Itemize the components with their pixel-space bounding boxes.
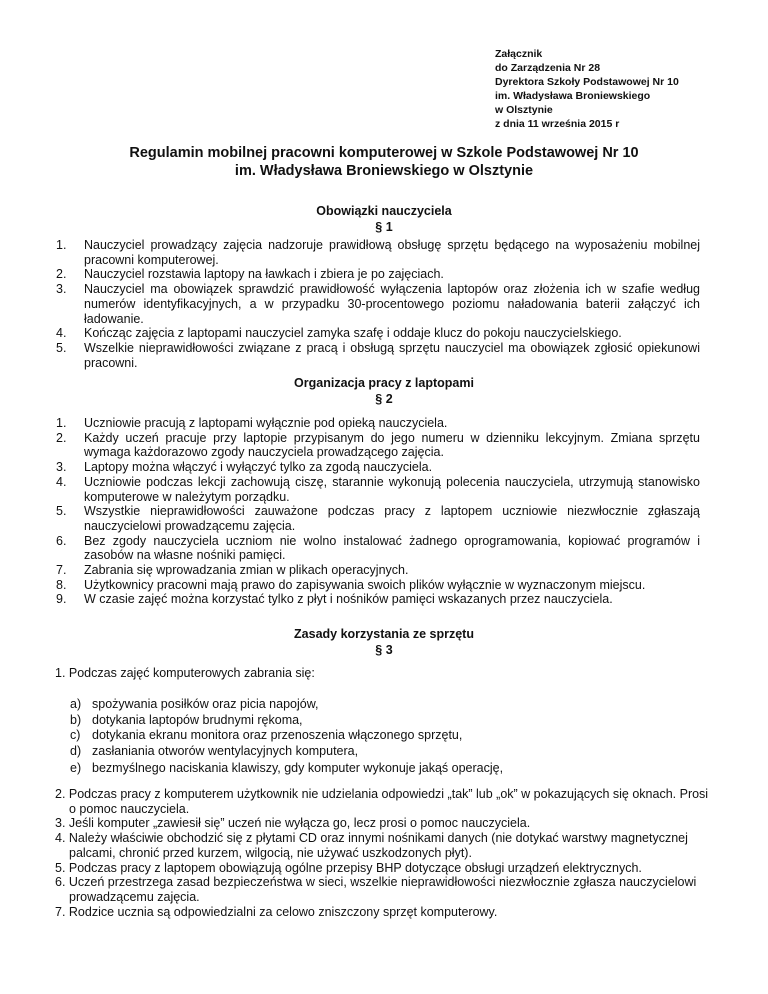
list-item — [70, 697, 690, 713]
item-number: 5. — [56, 504, 67, 519]
item-number: 4. — [56, 474, 67, 489]
section-2-title: Organizacja pracy z laptopami — [294, 376, 474, 390]
section-3-sublist — [70, 697, 690, 777]
list-item: 4. Należy właściwie obchodzić się z płytami CD oraz innymi nośnikami danych (nie dotykać warstwy magnetycznej palcami, chronić przed kurzem, wilgocią, nie używać uszkodzonych płyt). — [55, 831, 688, 860]
list-item — [56, 475, 700, 504]
list-item — [56, 267, 700, 282]
list-item — [56, 431, 700, 460]
item-text: Laptopy można włączyć i wyłączyć tylko za zgodą nauczyciela. — [84, 460, 433, 475]
list-item — [56, 282, 700, 326]
item-text: Użytkownicy pracowni mają prawo do zapisywania swoich plików wyłącznie w wyznaczonym miejscu. — [84, 577, 646, 592]
annex-line: Załącznik — [495, 48, 543, 60]
item-text: Uczniowie pracują z laptopami wyłącznie pod opieką nauczyciela. — [84, 416, 448, 430]
annex-line: do Zarządzenia Nr 28 — [495, 62, 601, 74]
item-text: bezmyślnego naciskania klawiszy, gdy komputer wykonuje jakąś operację, — [92, 761, 504, 775]
item-letter: a) — [70, 697, 82, 711]
section-2-heading — [60, 376, 708, 407]
list-item — [70, 713, 690, 729]
list-item: 3. Jeśli komputer „zawiesił się” uczeń nie wyłącza go, lecz prosi o pomoc nauczyciela. — [55, 816, 531, 831]
item-number: 2. — [56, 430, 67, 445]
item-text: Kończąc zajęcia z laptopami nauczyciel zamyka szafę i oddaje klucz do pokoju nauczycielskiego. — [84, 326, 622, 341]
list-item: 5. Podczas pracy z laptopem obowiązują ogólne przepisy BHP dotyczące obsługi urządzeń elektrycznych. — [55, 860, 642, 875]
item-text: Wszystkie nieprawidłowości zauważone podczas pracy z laptopem uczniowie niezwłocznie zgłaszają nauczycielowi prowadzącemu zajęcia. — [84, 504, 700, 533]
list-item — [56, 578, 700, 593]
section-3-paragraph-mark: § 3 — [375, 642, 393, 657]
item-letter: b) — [70, 712, 82, 727]
item-letter: e) — [70, 761, 82, 775]
item-text: zasłaniania otworów wentylacyjnych komputera, — [92, 743, 359, 758]
item-letter: c) — [70, 728, 81, 742]
item-number: 9. — [56, 592, 67, 607]
item-text: Nauczyciel prowadzący zajęcia nadzoruje prawidłową obsługę sprzętu będącego na wyposażeniu mobilnej pracowni komputerowej. — [84, 238, 700, 267]
section-1-heading — [60, 204, 708, 235]
section-3-intro: 1. Podczas zajęć komputerowych zabrania się: — [55, 666, 315, 680]
annex-line: w Olsztynie — [495, 104, 553, 116]
list-item: 2. Podczas pracy z komputerem użytkownik nie udzielania odpowiedzi „tak” lub „ok” w pokazujących się oknach. Prosi o pomoc nauczyciela. — [55, 787, 709, 816]
item-text: Nauczyciel ma obowiązek sprawdzić prawidłowość wyłączenia laptopów oraz złożenia ich w szafie według numerów identyfikacyjnych, a w przypadku 30-procentowego poziomu naładowania baterii załączyć ich ładowanie. — [84, 282, 700, 326]
section-2-paragraph-mark: § 2 — [375, 391, 393, 406]
item-number: 5. — [56, 340, 67, 355]
item-number: 4. — [56, 326, 67, 341]
section-1-list — [56, 238, 700, 370]
list-item — [70, 744, 690, 760]
section-2-list — [56, 416, 700, 607]
title-line-2: im. Władysława Broniewskiego w Olsztynie — [234, 163, 534, 179]
item-number: 8. — [56, 577, 67, 592]
title-line-1: Regulamin mobilnej pracowni komputerowej w Szkole Podstawowej Nr 10 — [129, 145, 639, 161]
section-1-title: Obowiązki nauczyciela — [316, 204, 452, 218]
list-item — [70, 761, 690, 777]
list-item — [56, 238, 700, 267]
section-3-heading — [60, 627, 708, 658]
item-text: Bez zgody nauczyciela uczniom nie wolno instalować żadnego oprogramowania, kopiować programów i zasobów na własne nośniki pamięci. — [84, 533, 700, 563]
item-number: 7. — [56, 563, 67, 578]
item-text: Nauczyciel rozstawia laptopy na ławkach i zbiera je po zajęciach. — [84, 267, 444, 282]
list-item — [56, 563, 700, 578]
annex-line: im. Władysława Broniewskiego — [495, 90, 651, 102]
item-number: 2. — [56, 267, 67, 282]
list-item — [56, 341, 700, 370]
item-text: dotykania ekranu monitora oraz przenoszenia włączonego sprzętu, — [92, 728, 463, 742]
item-number: 1. — [56, 238, 67, 252]
item-text: Wszelkie nieprawidłowości związane z pracą i obsługą sprzętu nauczyciel ma obowiązek zgłosić opiekunowi pracowni. — [84, 340, 700, 370]
list-item: 6. Uczeń przestrzega zasad bezpieczeństwa w sieci, wszelkie nieprawidłowości niezwłocznie zgłasza nauczycielowi prowadzącemu zajęcia. — [55, 875, 697, 904]
list-item — [56, 592, 700, 607]
annex-line: Dyrektora Szkoły Podstawowej Nr 10 — [495, 76, 679, 88]
item-text: dotykania laptopów brudnymi rękoma, — [92, 712, 303, 727]
list-item — [56, 326, 700, 341]
section-3-points — [55, 787, 715, 919]
item-text: Uczniowie podczas lekcji zachowują ciszę, starannie wykonują polecenia nauczyciela, utrzymują stanowisko komputerowe w należytym porządku. — [84, 474, 700, 504]
item-text: W czasie zajęć można korzystać tylko z płyt i nośników pamięci wskazanych przez nauczyciela. — [84, 592, 613, 607]
list-item — [70, 728, 690, 744]
item-number: 3. — [56, 282, 67, 297]
document-title — [60, 144, 708, 180]
item-number: 1. — [56, 416, 67, 430]
item-number: 6. — [56, 533, 67, 548]
item-number: 3. — [56, 460, 67, 475]
annex-line: z dnia 11 września 2015 r — [495, 118, 620, 130]
item-text: spożywania posiłków oraz picia napojów, — [92, 697, 319, 711]
annex-note — [495, 47, 679, 131]
item-text: Każdy uczeń pracuje przy laptopie przypisanym do jego numeru w dzienniku lekcyjnym. Zmiana sprzętu wymaga każdorazowo zgody nauczyciela prowadzącego zajęcia. — [84, 430, 700, 460]
item-text: Zabrania się wprowadzania zmian w plikach operacyjnych. — [84, 563, 409, 578]
list-item: 7. Rodzice ucznia są odpowiedzialni za celowo zniszczony sprzęt komputerowy. — [55, 904, 498, 919]
list-item — [56, 534, 700, 563]
section-3-title: Zasady korzystania ze sprzętu — [294, 627, 474, 641]
section-1-paragraph-mark: § 1 — [375, 219, 393, 234]
list-item — [56, 416, 700, 431]
list-item — [56, 460, 700, 475]
list-item — [56, 504, 700, 533]
item-letter: d) — [70, 743, 82, 758]
